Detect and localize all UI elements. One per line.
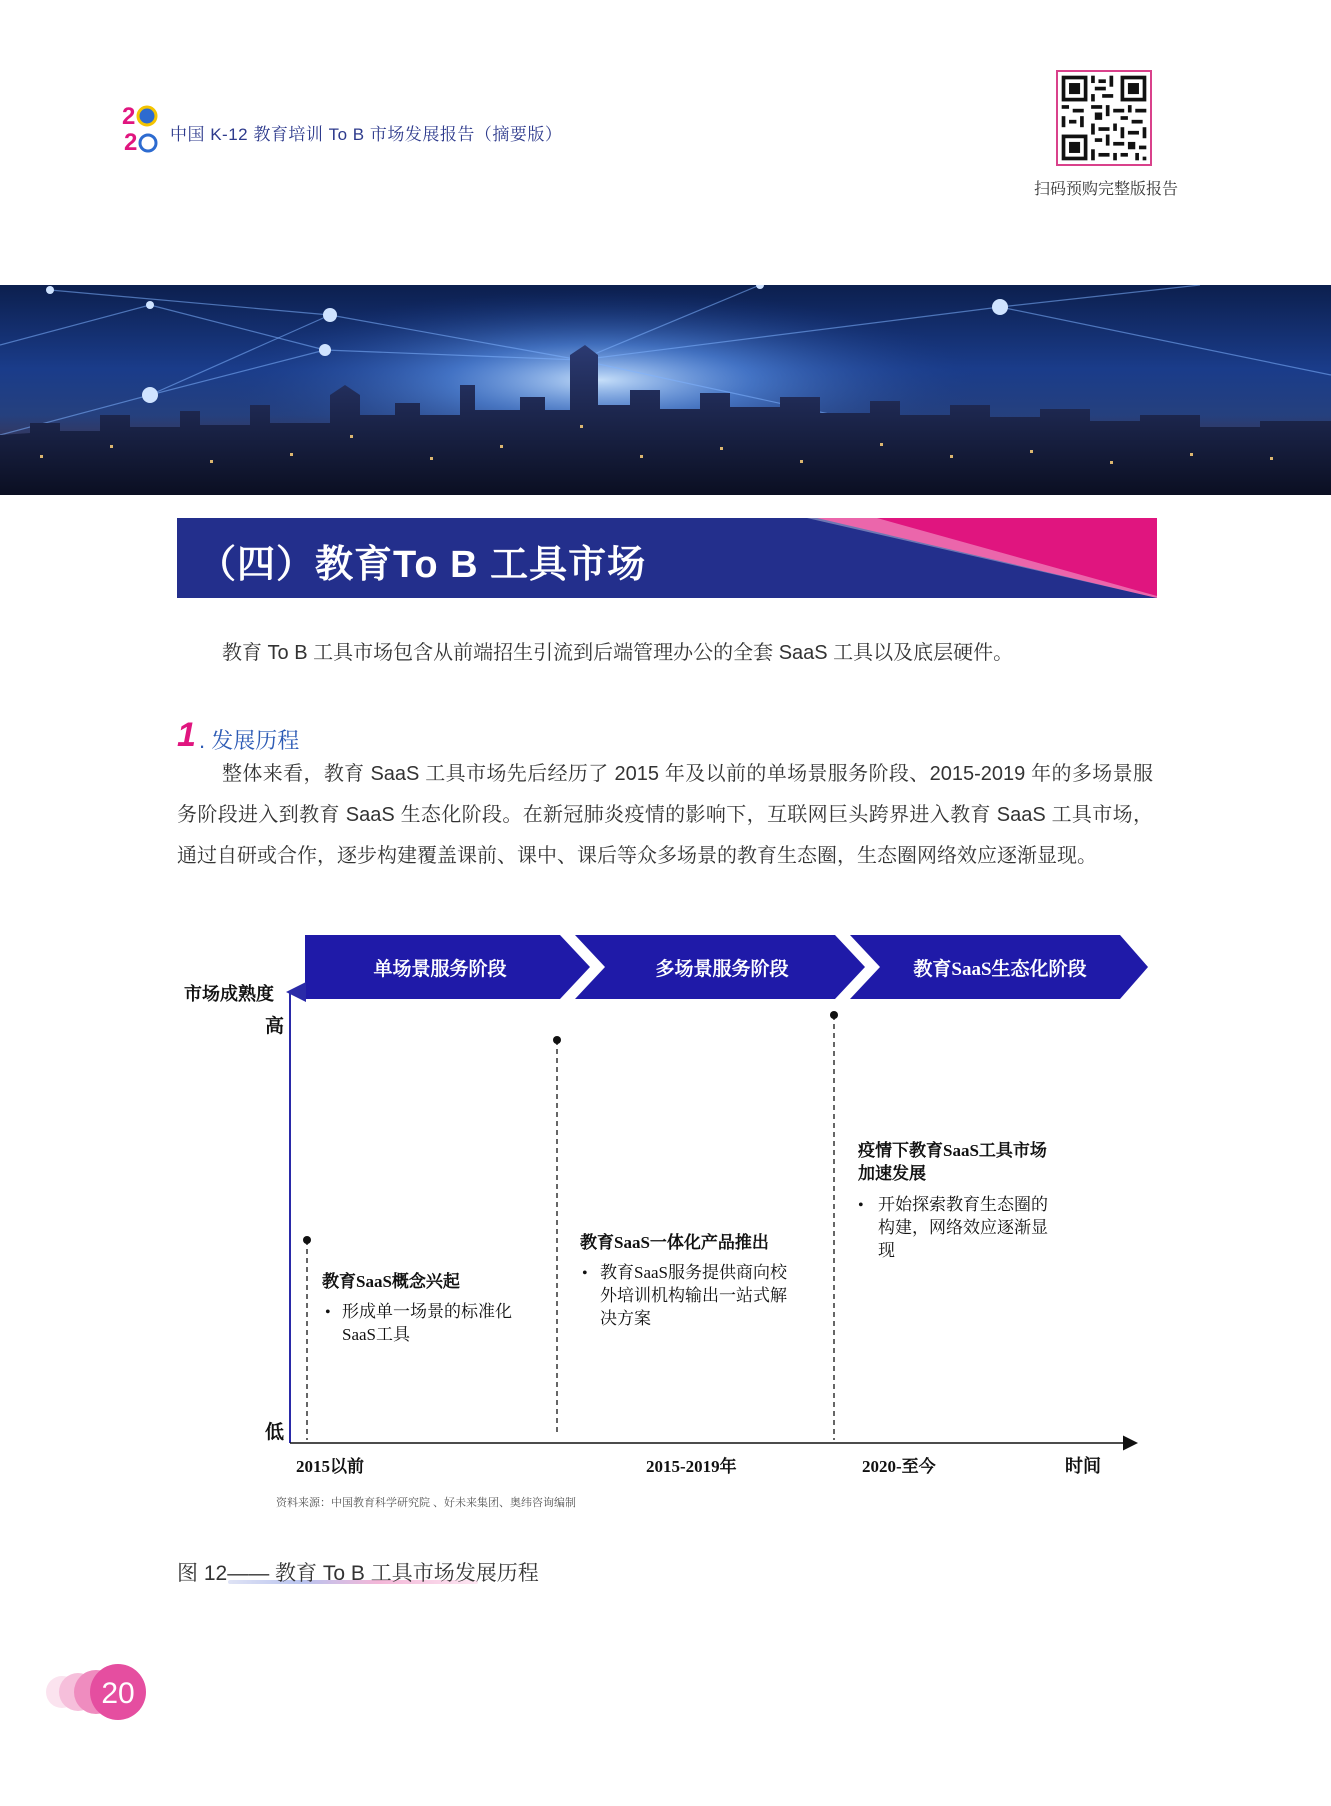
milestone-bullet-line: 决方案 [600, 1309, 651, 1328]
page-number: 20 [101, 1677, 135, 1710]
milestone-title: 加速发展 [858, 1164, 926, 1183]
x-tick-label: 2015以前 [296, 1457, 364, 1476]
y-low-label: 低 [265, 1422, 285, 1443]
y-high-label: 高 [265, 1016, 285, 1037]
page-number-badge [40, 1662, 150, 1722]
bullet-mark: • [325, 1304, 331, 1321]
report-title: 中国 K-12 教育培训 To B 市场发展报告（摘要版） [170, 125, 563, 144]
bullet-mark: • [858, 1197, 864, 1214]
timeline-figure [170, 920, 1150, 1520]
milestone-bullet-line: SaaS工具 [342, 1325, 410, 1344]
milestone-bullet-line: 现 [878, 1241, 895, 1260]
milestone-bullet-line: 形成单一场景的标准化 [342, 1302, 512, 1321]
subsection-title: . 发展历程 [199, 728, 300, 753]
year-2020-logo [122, 100, 162, 156]
milestone-bullet-line: 外培训机构输出一站式解 [600, 1286, 787, 1305]
milestone-bullet-line: 开始探索教育生态圈的 [878, 1195, 1048, 1214]
milestone-dot [830, 1011, 838, 1019]
svg-text:2: 2 [122, 103, 136, 130]
x-tick-label: 2015-2019年 [646, 1457, 737, 1476]
milestone-title: 疫情下教育SaaS工具市场 [858, 1141, 1047, 1160]
x-axis-label: 时间 [1065, 1456, 1101, 1476]
qr-code[interactable] [1056, 70, 1152, 166]
section-intro: 教育 To B 工具市场包含从前端招生引流到后端管理办公的全套 SaaS 工具以及底层硬件。 [222, 642, 1014, 664]
figure-source: 资料来源：中国教育科学研究院 、好未来集团、奥纬咨询编制 [276, 1497, 577, 1509]
milestone-bullet-line: 教育SaaS服务提供商向校 [600, 1263, 787, 1282]
milestone-title: 教育SaaS一体化产品推出 [580, 1233, 769, 1252]
stage-label: 教育SaaS生态化阶段 [913, 959, 1087, 980]
milestone-dot [303, 1236, 311, 1244]
svg-text:2: 2 [124, 129, 138, 156]
section-title: （四）教育To B 工具市场 [198, 544, 647, 586]
bullet-mark: • [582, 1265, 588, 1282]
city-network-banner [0, 285, 1331, 495]
milestone-bullet-line: 构建，网络效应逐渐显 [878, 1218, 1048, 1237]
subsection-paragraph: 整体来看，教育 SaaS 工具市场先后经历了 2015 年及以前的单场景服务阶段、2015-2019 年的多场景服务阶段进入到教育 SaaS 生态化阶段。在新冠肺炎疫情的影响下，互联网巨头跨界进入教育 SaaS 工具市场，通过自研或合作，逐步构建覆盖课前、课中、课后等众多场景的教育生态圈，生态圈网络效应逐渐显现。 [177, 763, 1153, 867]
stage-label: 单场景服务阶段 [373, 959, 507, 980]
figure-caption: 图 12—— 教育 To B 工具市场发展历程 [177, 1562, 539, 1585]
milestone-title: 教育SaaS概念兴起 [322, 1272, 460, 1291]
milestone-dot [553, 1036, 561, 1044]
y-axis-label: 市场成熟度 [184, 984, 274, 1004]
stage-label: 多场景服务阶段 [655, 959, 789, 980]
x-tick-label: 2020-至今 [862, 1457, 936, 1476]
subsection-number: 1 [177, 716, 196, 754]
qr-caption: 扫码预购完整版报告 [1033, 181, 1178, 198]
